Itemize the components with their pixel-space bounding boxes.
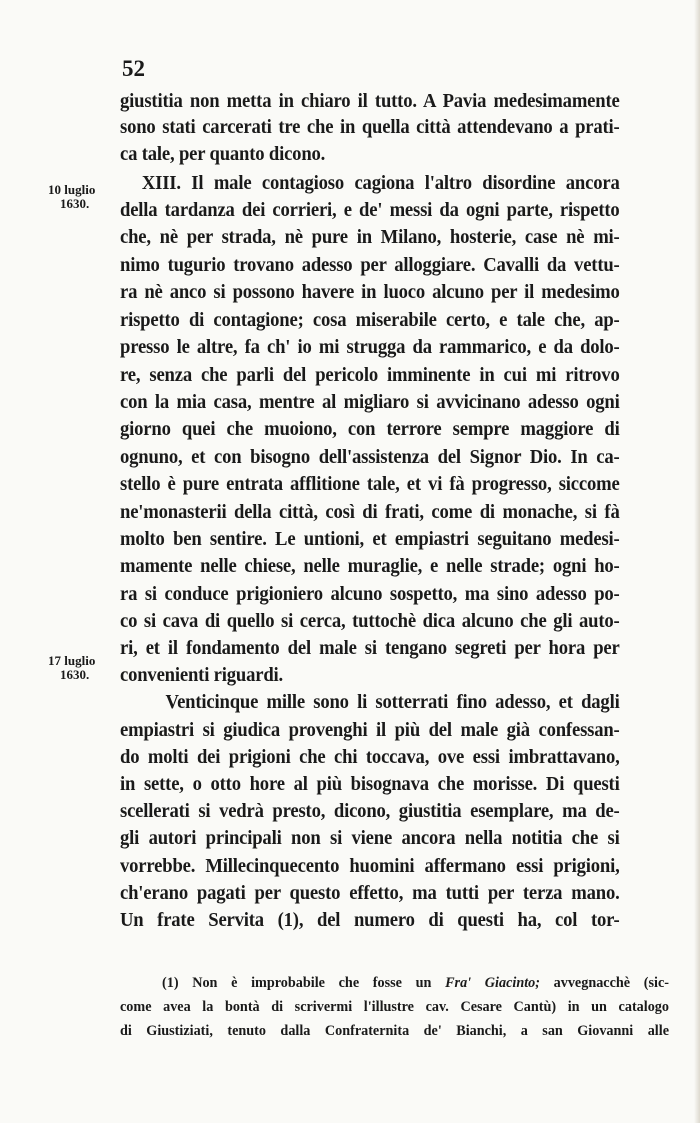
margin-note-1 [48, 183, 95, 211]
text-line: presso le altre, fa ch' io mi strugga da rammarico, e da dolo- [120, 336, 620, 358]
footnote-text: (1) Non è improbabile che fosse un [162, 975, 446, 991]
text-line: giustitia non metta in chiaro il tutto. A Pavia medesimamente [120, 90, 620, 112]
text-line: empiastri si giudica provenghi il più del male già confessan- [120, 719, 620, 741]
text-line: nimo tugurio trovano adesso per alloggiare. Cavalli da vettu- [120, 254, 620, 276]
footnote-text: avvegnacchè (sic- [539, 975, 669, 991]
footnote-line-3: di Giustiziati, tenuto dalla Confraternita de' Bianchi, a san Giovanni alle [120, 1023, 669, 1039]
page-number: 52 [122, 56, 145, 81]
footnote-line-2: come avea la bontà di scrivermi l'illustre cav. Cesare Cantù) in un catalogo [120, 999, 669, 1015]
text-line: molto ben sentire. Le untioni, et empiastri seguitano medesi- [120, 528, 620, 550]
text-line: gli autori principali non si viene ancora nella notitia che si [120, 827, 620, 849]
text-line: mamente nelle chiese, nelle muraglie, e nelle strade; ogni ho- [120, 555, 620, 577]
text-line: ognuno, et con bisogno dell'assistenza del Signor Dio. In ca- [120, 446, 620, 468]
margin-note-year: 1630. [60, 196, 90, 211]
text-line: rispetto di contagione; cosa miserabile certo, e tale che, ap- [120, 309, 620, 331]
text-line: ca tale, per quanto dicono. [120, 143, 326, 165]
text-line: convenienti riguardi. [120, 664, 284, 686]
text-line: sono stati carcerati tre che in quella città attendevano a prati- [120, 116, 620, 138]
text-line: XIII. Il male contagioso cagiona l'altro disordine ancora [141, 172, 620, 194]
text-line: scellerati si vedrà presto, dicono, giustitia esemplare, ma de- [120, 800, 620, 822]
text-line: giorno quei che muoiono, con terrore sempre maggiore di [120, 418, 620, 440]
margin-note-year: 1630. [60, 667, 90, 682]
text-line: con la mia casa, mentre al migliaro si avvicinano adesso ogni [120, 391, 620, 413]
text-line: ra si conduce prigioniero alcuno sospetto, ma sino adesso po- [120, 583, 620, 605]
margin-note-date: 17 luglio [48, 653, 96, 668]
margin-note-2 [48, 654, 95, 682]
text-line: ch'erano pagati per questo effetto, ma tutti per terza mano. [120, 882, 620, 904]
text-line: ri, et il fondamento del male si tengano segreti per hora per [120, 637, 620, 659]
text-line: in sette, o otto hore al più bisognava che morisse. Di questi [120, 773, 620, 795]
text-line: re, senza che parli del pericolo imminente in cui mi ritrovo [120, 364, 620, 386]
text-line: Un frate Servita (1), del numero di questi ha, col tor- [120, 909, 620, 931]
footnote-line-1 [120, 974, 669, 992]
text-line: vorrebbe. Millecinquecento huomini affermano essi prigioni, [120, 855, 620, 877]
text-line: ra nè anco si possono havere in luoco alcuno per il medesimo [120, 281, 620, 303]
footnote-italic: Fra' Giacinto; [445, 975, 540, 991]
text-line: co si cava di quello si cerca, tuttochè dica alcuno che gli auto- [120, 610, 620, 632]
text-line: Venticinque mille sono li sotterrati fino adesso, et dagli [165, 691, 620, 713]
page-edge [694, 0, 700, 1123]
text-line: do molti dei prigioni che chi toccava, ove essi imbrattavano, [120, 746, 620, 768]
margin-note-date: 10 luglio [48, 182, 96, 197]
text-line: che, nè per strada, nè pure in Milano, hosterie, case nè mi- [120, 226, 620, 248]
text-line: stello è pure entrata afflitione tale, et vi fà progresso, siccome [120, 473, 620, 495]
text-line: ne'monasterii della città, così di frati, come di monache, si fà [120, 501, 620, 523]
text-line: della tardanza dei corrieri, e de' messi da ogni parte, rispetto [120, 199, 620, 221]
